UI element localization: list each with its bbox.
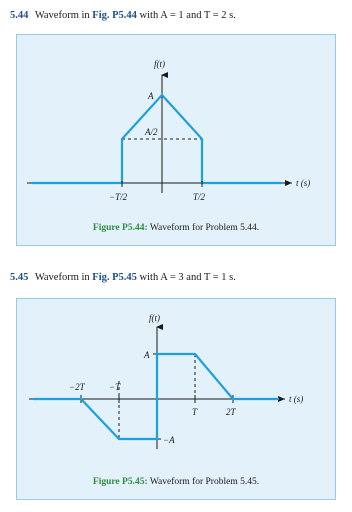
waveform-p5-44: [32, 95, 282, 183]
waveform-plot-p5-44: [17, 35, 335, 215]
level-label-neg-a: −A: [163, 435, 175, 445]
level-label-a-half: A/2: [145, 127, 158, 137]
figure-caption: [17, 223, 335, 233]
level-label-a: A: [148, 91, 154, 101]
problem-text: with A = 1 and T = 2 s.: [139, 10, 236, 21]
figure-reference-link[interactable]: Fig. P5.45: [92, 272, 137, 283]
level-label-a: A: [144, 350, 150, 360]
caption-text: Waveform for Problem 5.44.: [149, 223, 260, 233]
tick-label-neg-t: −T: [109, 382, 121, 392]
tick-label-t-half: T/2: [193, 192, 206, 202]
y-axis-label: f(t): [149, 313, 160, 323]
tick-label-2t: 2T: [226, 407, 236, 417]
caption-label: Figure P5.45:: [92, 477, 148, 487]
figure-p5-45: [16, 298, 336, 500]
problem-number: 5.44: [10, 10, 29, 21]
waveform-plot-p5-45: [17, 299, 335, 469]
problem-text: Waveform in: [34, 10, 90, 21]
problem-5-45-statement: [10, 272, 236, 283]
caption-label: Figure P5.44:: [92, 223, 148, 233]
waveform-p5-45: [33, 354, 279, 439]
problem-5-44-statement: [10, 10, 236, 21]
figure-caption: [17, 477, 335, 487]
figure-reference-link[interactable]: Fig. P5.44: [92, 10, 137, 21]
y-axis-label: f(t): [154, 59, 165, 69]
problem-number: 5.45: [10, 272, 29, 283]
tick-label-neg-t-half: −T/2: [109, 192, 128, 202]
x-axis-label: t (s): [289, 394, 304, 404]
tick-label-neg-2t: −2T: [69, 382, 85, 392]
x-axis-label: t (s): [296, 178, 311, 188]
problem-text: with A = 3 and T = 1 s.: [139, 272, 236, 283]
tick-label-t: T: [192, 407, 198, 417]
problem-text: Waveform in: [34, 272, 90, 283]
figure-p5-44: [16, 34, 336, 246]
caption-text: Waveform for Problem 5.45.: [149, 477, 260, 487]
